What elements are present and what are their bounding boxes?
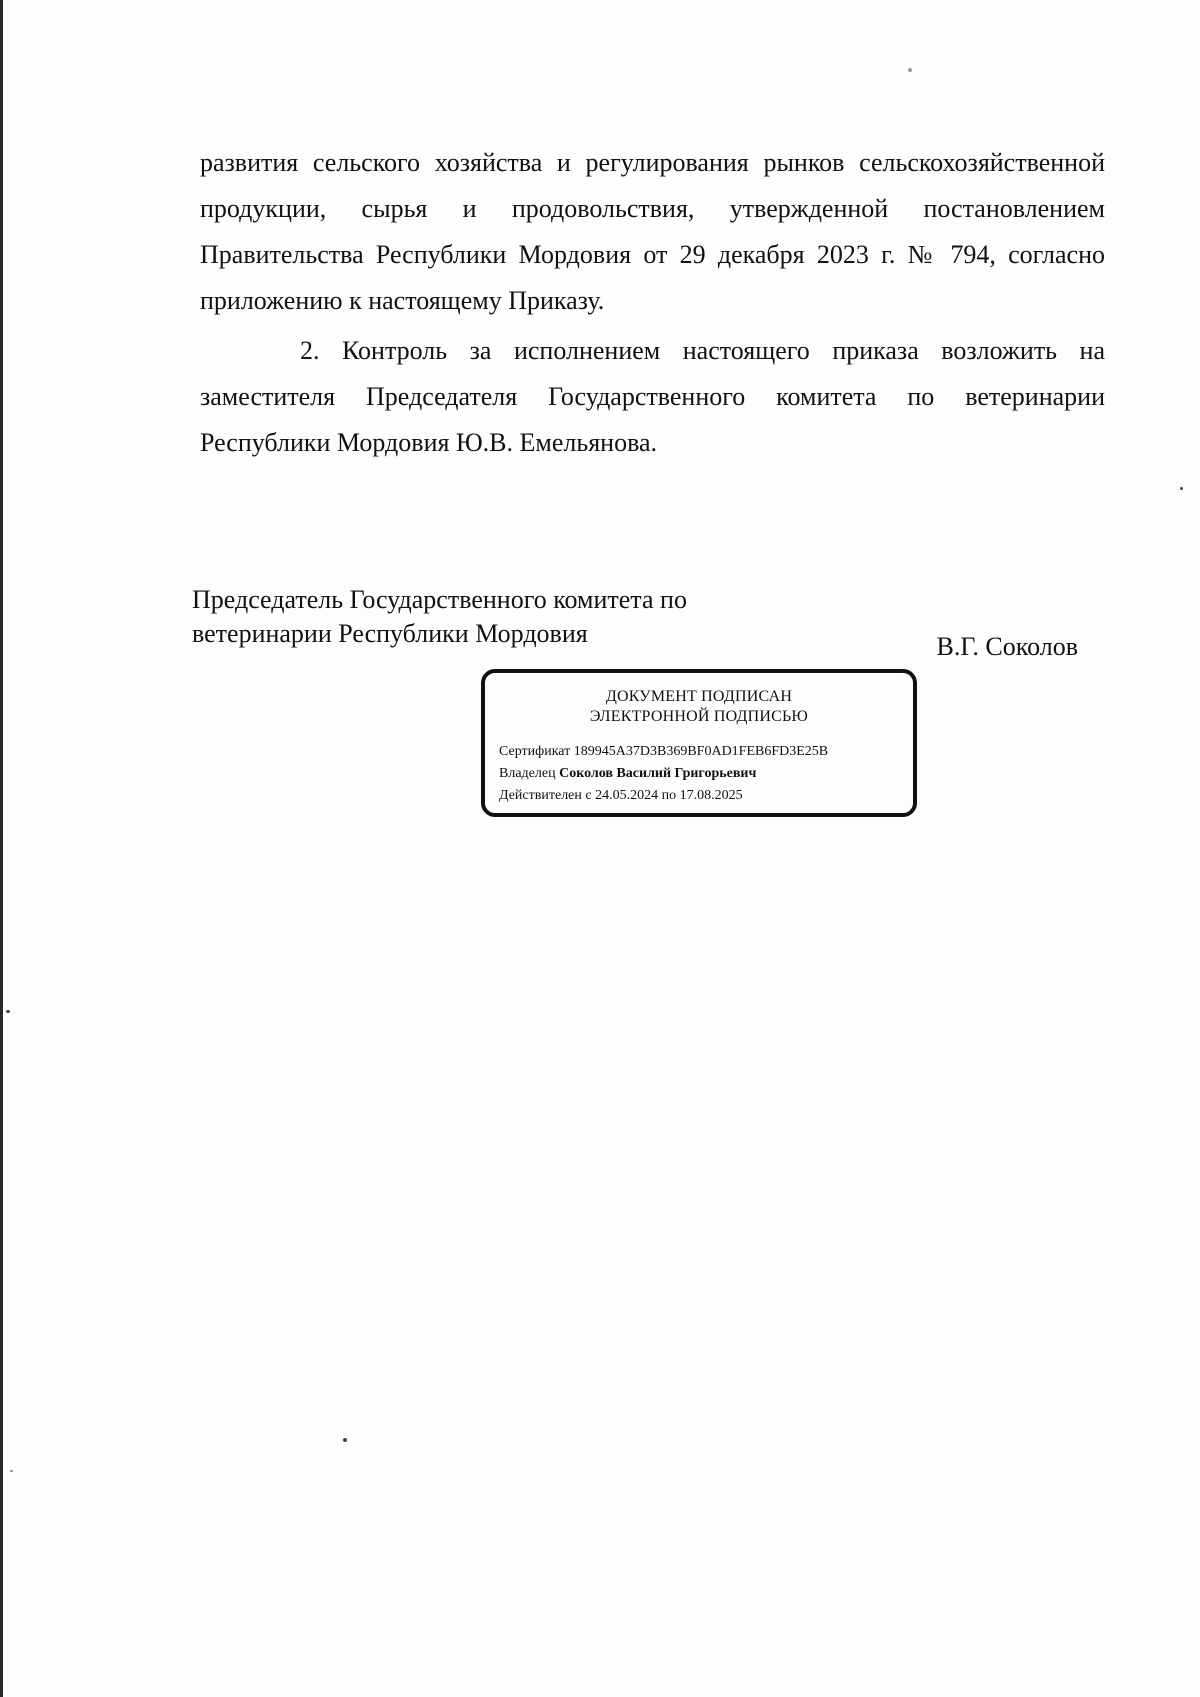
electronic-signature-stamp [481,669,917,817]
signatory-name: В.Г. Соколов [936,632,1078,661]
valid-to: 17.08.2025 [679,788,743,803]
stamp-validity-row [499,785,899,807]
scan-speck [343,1438,347,1442]
signatory-title-line-2: ветеринарии Республики Мордовия [192,619,588,648]
stamp-heading-line-2: ЭЛЕКТРОННОЙ ПОДПИСЬЮ [589,708,809,725]
scan-speck [6,1010,10,1013]
scan-speck [908,68,912,72]
stamp-owner-row [499,763,899,785]
valid-from: 24.05.2024 [595,788,659,803]
scan-speck [1180,487,1183,490]
valid-to-label: по [661,788,677,803]
valid-label: Действителен с [499,788,592,803]
paragraph-1: развития сельского хозяйства и регулирования рынков сельскохозяйственной продукции, сырья и продовольствия, утвержденной постановлением Правительства Республики Мордовия от 29 декабря 2023 г. № 794, согласно приложению к настоящему Приказу. [200,148,1105,315]
stamp-heading-line-1: ДОКУМЕНТ ПОДПИСАН [605,688,793,705]
stamp-certificate-row [499,741,899,763]
signature-block [192,583,1092,661]
scan-edge [0,0,3,1697]
scan-speck [10,1470,13,1472]
owner-value: Соколов Василий Григорьевич [559,766,757,781]
paragraph-2: 2. Контроль за исполнением настоящего приказа возложить на заместителя Председателя Государственного комитета по ветеринарии Республики Мордовия Ю.В. Емельянова. [200,336,1105,457]
stamp-heading [499,687,899,727]
owner-label: Владелец [499,766,556,781]
signatory-title-line-1: Председатель Государственного комитета по [192,585,687,614]
signatory-title [192,583,792,651]
stamp-details [499,741,899,807]
document-body [200,140,1105,466]
certificate-label: Сертификат [499,744,571,759]
certificate-value: 189945A37D3B369BF0AD1FEB6FD3E25B [573,744,829,759]
